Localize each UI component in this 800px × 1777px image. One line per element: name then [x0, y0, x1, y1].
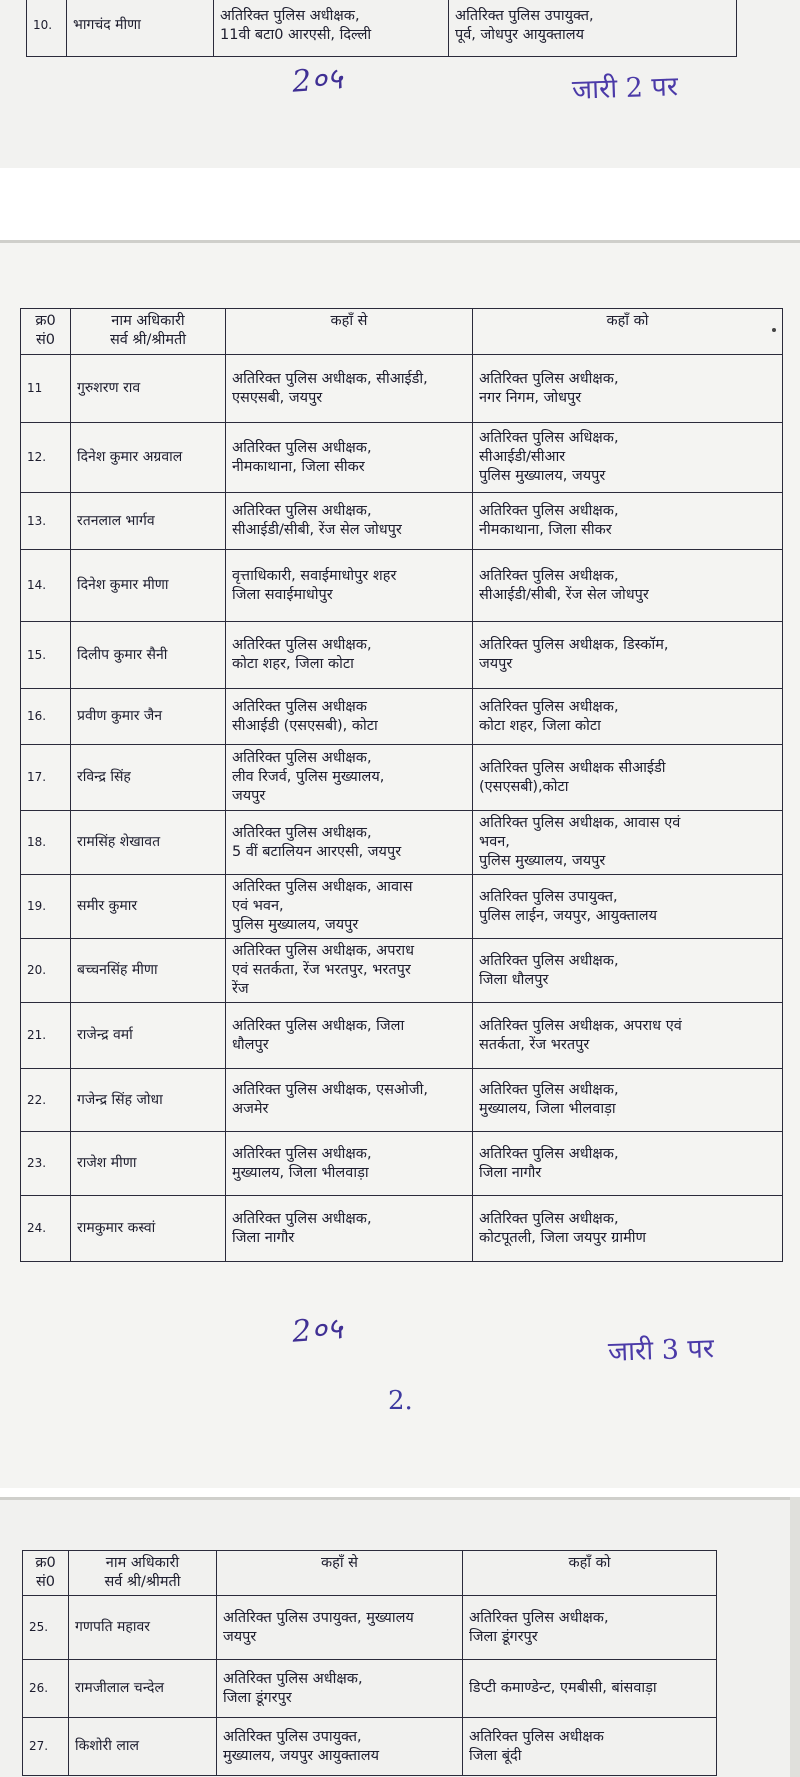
serial-number: 25. — [23, 1596, 69, 1660]
header-from: कहाँ से — [226, 309, 473, 355]
posted-from: अतिरिक्त पुलिस अधीक्षक, सीआईडी, एसएसबी, जयपुर — [226, 355, 473, 423]
table-row — [23, 1660, 717, 1718]
officer-name: रतनलाल भार्गव — [71, 493, 226, 550]
table-row — [21, 550, 783, 622]
serial-number: 24. — [21, 1196, 71, 1262]
posted-from: अतिरिक्त पुलिस अधीक्षक, कोटा शहर, जिला कोटा — [226, 622, 473, 689]
posted-to: अतिरिक्त पुलिस अधीक्षक, सीआईडी/सीबी, रेंज सेल जोधपुर — [473, 550, 783, 622]
serial-number: 23. — [21, 1132, 71, 1196]
serial-number: 12. — [21, 423, 71, 493]
serial-number: 10. — [27, 0, 67, 57]
posted-to: अतिरिक्त पुलिस अधीक्षक, जिला डूंगरपुर — [463, 1596, 717, 1660]
posted-to: अतिरिक्त पुलिस अधीक्षक, कोटा शहर, जिला कोटा — [473, 689, 783, 745]
posted-to: अतिरिक्त पुलिस अधीक्षक, नीमकाथाना, जिला सीकर — [473, 493, 783, 550]
signature: 2०५ — [290, 1311, 344, 1350]
transfer-table — [22, 1550, 717, 1776]
continued-note: जारी 3 पर — [607, 1333, 715, 1368]
officer-name: राजेश मीणा — [71, 1132, 226, 1196]
officer-name: समीर कुमार — [71, 875, 226, 939]
posted-from: अतिरिक्त पुलिस अधीक्षक, एसओजी, अजमेर — [226, 1069, 473, 1132]
serial-number: 20. — [21, 939, 71, 1003]
header-serial: क्र0 सं0 — [23, 1551, 69, 1596]
table-row — [21, 1003, 783, 1069]
serial-number: 19. — [21, 875, 71, 939]
table-row — [21, 355, 783, 423]
officer-name: रामसिंह शेखावत — [71, 811, 226, 875]
serial-number: 27. — [23, 1718, 69, 1776]
table-row — [27, 0, 737, 57]
header-serial: क्र0 सं0 — [21, 309, 71, 355]
posted-from: अतिरिक्त पुलिस अधीक्षक, अपराध एवं सतर्कता, रेंज भरतपुर, भरतपुर रेंज — [226, 939, 473, 1003]
posted-to: डिप्टी कमाण्डेन्ट, एमबीसी, बांसवाड़ा — [463, 1660, 717, 1718]
serial-number: 11 — [21, 355, 71, 423]
serial-number: 18. — [21, 811, 71, 875]
serial-number: 22. — [21, 1069, 71, 1132]
posted-to: अतिरिक्त पुलिस अधीक्षक, जिला धौलपुर — [473, 939, 783, 1003]
posted-from: अतिरिक्त पुलिस अधीक्षक, जिला धौलपुर — [226, 1003, 473, 1069]
scan-page-2 — [0, 240, 800, 1488]
officer-name: दिनेश कुमार मीणा — [71, 550, 226, 622]
table-row — [21, 493, 783, 550]
officer-name: भागचंद मीणा — [67, 0, 214, 57]
transfer-table — [20, 308, 783, 1262]
page-edge — [790, 1497, 800, 1777]
posted-from: अतिरिक्त पुलिस अधीक्षक, जिला डूंगरपुर — [217, 1660, 463, 1718]
serial-number: 16. — [21, 689, 71, 745]
posted-to: अतिरिक्त पुलिस अधीक्षक, मुख्यालय, जिला भीलवाड़ा — [473, 1069, 783, 1132]
table-row — [21, 745, 783, 811]
table-row — [21, 1069, 783, 1132]
posted-from: अतिरिक्त पुलिस अधीक्षक, जिला नागौर — [226, 1196, 473, 1262]
posted-from: अतिरिक्त पुलिस अधीक्षक सीआईडी (एसएसबी), कोटा — [226, 689, 473, 745]
table-row — [21, 423, 783, 493]
serial-number: 17. — [21, 745, 71, 811]
table-row — [21, 939, 783, 1003]
page-number: 2. — [388, 1386, 413, 1416]
posted-to: अतिरिक्त पुलिस अधीक्षक, आवास एवं भवन, पुलिस मुख्यालय, जयपुर — [473, 811, 783, 875]
officer-name: दिलीप कुमार सैनी — [71, 622, 226, 689]
posted-to: अतिरिक्त पुलिस अधिक्षक, सीआईडी/सीआर पुलिस मुख्यालय, जयपुर — [473, 423, 783, 493]
posted-to: अतिरिक्त पुलिस अधीक्षक, अपराध एवं सतर्कता, रेंज भरतपुर — [473, 1003, 783, 1069]
table-row — [21, 689, 783, 745]
table-row — [23, 1718, 717, 1776]
table-header-row — [21, 309, 783, 355]
officer-name: राजेन्द्र वर्मा — [71, 1003, 226, 1069]
header-to: कहाँ को — [463, 1551, 717, 1596]
header-from: कहाँ से — [217, 1551, 463, 1596]
table-header-row — [23, 1551, 717, 1596]
table-row — [21, 622, 783, 689]
page-edge — [0, 240, 800, 243]
officer-name: गणपति महावर — [69, 1596, 217, 1660]
serial-number: 26. — [23, 1660, 69, 1718]
table-row — [21, 811, 783, 875]
table-row — [21, 875, 783, 939]
scan-page-1 — [0, 0, 800, 168]
posted-to: अतिरिक्त पुलिस अधीक्षक, नगर निगम, जोधपुर — [473, 355, 783, 423]
signature: 2०५ — [290, 61, 344, 100]
officer-name: रामजीलाल चन्देल — [69, 1660, 217, 1718]
posted-from: अतिरिक्त पुलिस अधीक्षक, 5 वीं बटालियन आरएसी, जयपुर — [226, 811, 473, 875]
officer-name: प्रवीण कुमार जैन — [71, 689, 226, 745]
posted-from: अतिरिक्त पुलिस अधीक्षक, मुख्यालय, जिला भीलवाड़ा — [226, 1132, 473, 1196]
posted-from: अतिरिक्त पुलिस उपायुक्त, मुख्यालय जयपुर — [217, 1596, 463, 1660]
transfer-table — [26, 0, 737, 57]
header-to: कहाँ को — [473, 309, 783, 355]
table-row — [21, 1196, 783, 1262]
header-name: नाम अधिकारी सर्व श्री/श्रीमती — [71, 309, 226, 355]
posted-from: वृत्ताधिकारी, सवाईमाधोपुर शहर जिला सवाईमाधोपुर — [226, 550, 473, 622]
officer-name: रामकुमार कस्वां — [71, 1196, 226, 1262]
table-row — [21, 1132, 783, 1196]
posted-to: अतिरिक्त पुलिस अधीक्षक, जिला नागौर — [473, 1132, 783, 1196]
officer-name: किशोरी लाल — [69, 1718, 217, 1776]
serial-number: 21. — [21, 1003, 71, 1069]
officer-name: दिनेश कुमार अग्रवाल — [71, 423, 226, 493]
serial-number: 14. — [21, 550, 71, 622]
posted-from: अतिरिक्त पुलिस अधीक्षक, सीआईडी/सीबी, रेंज सेल जोधपुर — [226, 493, 473, 550]
continued-note: जारी 2 पर — [571, 71, 679, 106]
header-name: नाम अधिकारी सर्व श्री/श्रीमती — [69, 1551, 217, 1596]
posted-to: अतिरिक्त पुलिस अधीक्षक जिला बूंदी — [463, 1718, 717, 1776]
serial-number: 15. — [21, 622, 71, 689]
posted-from: अतिरिक्त पुलिस अधीक्षक, 11वी बटा0 आरएसी, दिल्ली — [214, 0, 449, 57]
officer-name: रविन्द्र सिंह — [71, 745, 226, 811]
officer-name: बच्चनसिंह मीणा — [71, 939, 226, 1003]
page-edge — [0, 1497, 800, 1500]
posted-from: अतिरिक्त पुलिस अधीक्षक, लीव रिजर्व, पुलिस मुख्यालय, जयपुर — [226, 745, 473, 811]
officer-name: गजेन्द्र सिंह जोधा — [71, 1069, 226, 1132]
posted-to: अतिरिक्त पुलिस अधीक्षक सीआईडी (एसएसबी),कोटा — [473, 745, 783, 811]
posted-from: अतिरिक्त पुलिस अधीक्षक, आवास एवं भवन, पुलिस मुख्यालय, जयपुर — [226, 875, 473, 939]
posted-to: अतिरिक्त पुलिस अधीक्षक, कोटपूतली, जिला जयपुर ग्रामीण — [473, 1196, 783, 1262]
posted-from: अतिरिक्त पुलिस उपायुक्त, मुख्यालय, जयपुर आयुक्तालय — [217, 1718, 463, 1776]
officer-name: गुरुशरण राव — [71, 355, 226, 423]
scan-page-3 — [0, 1497, 800, 1777]
posted-to: अतिरिक्त पुलिस उपायुक्त, पूर्व, जोधपुर आयुक्तालय — [449, 0, 737, 57]
posted-to: अतिरिक्त पुलिस उपायुक्त, पुलिस लाईन, जयपुर, आयुक्तालय — [473, 875, 783, 939]
table-row — [23, 1596, 717, 1660]
serial-number: 13. — [21, 493, 71, 550]
posted-from: अतिरिक्त पुलिस अधीक्षक, नीमकाथाना, जिला सीकर — [226, 423, 473, 493]
posted-to: अतिरिक्त पुलिस अधीक्षक, डिस्कॉम, जयपुर — [473, 622, 783, 689]
